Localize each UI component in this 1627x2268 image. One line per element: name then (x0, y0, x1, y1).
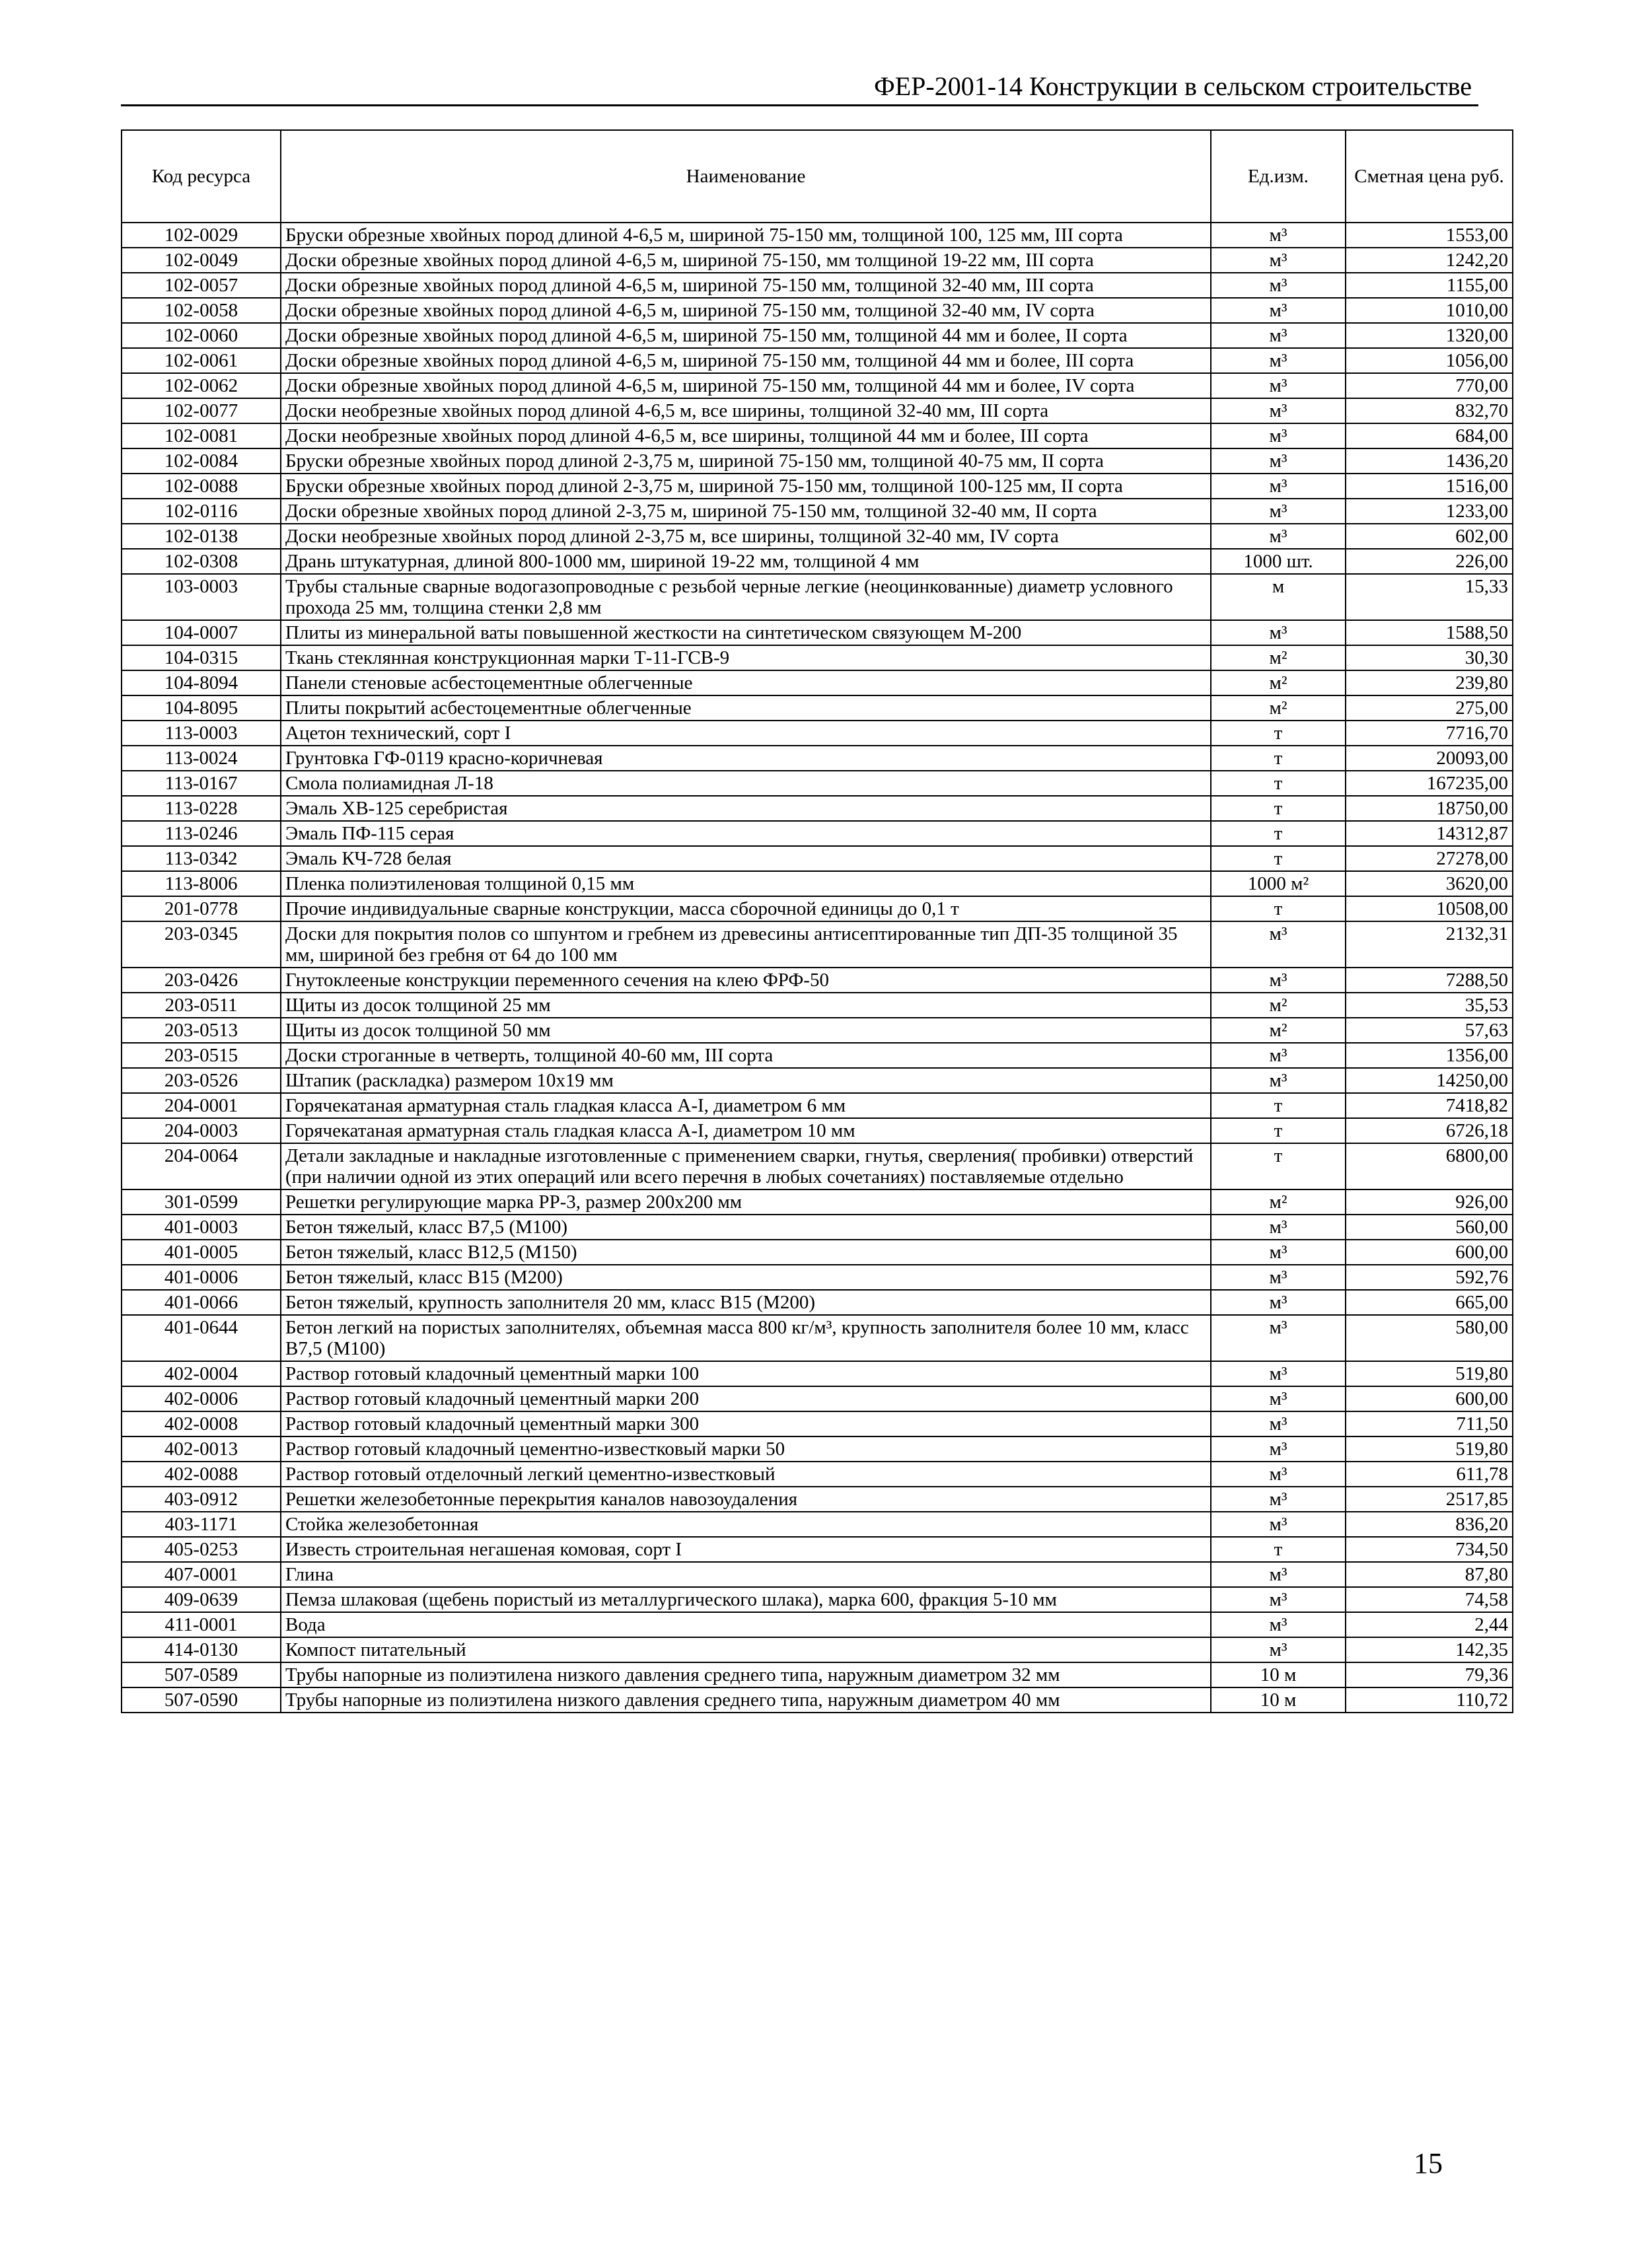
price-cell: 7288,50 (1346, 968, 1513, 993)
resource-name-cell: Доски необрезные хвойных пород длиной 4-6,5 м, все ширины, толщиной 44 мм и более, III сорта (281, 423, 1211, 448)
resource-name-cell: Доски необрезные хвойных пород длиной 4-6,5 м, все ширины, толщиной 32-40 мм, III сорта (281, 398, 1211, 423)
price-cell: 14250,00 (1346, 1068, 1513, 1093)
unit-cell: т (1211, 821, 1346, 846)
table-row (122, 1687, 1513, 1713)
column-header-price: Сметная цена руб. (1346, 130, 1513, 223)
price-cell: 519,80 (1346, 1361, 1513, 1386)
resource-code-cell: 402-0013 (122, 1436, 281, 1462)
document-title: ФЕР-2001-14 Конструкции в сельском строительстве (874, 71, 1472, 101)
resource-name-cell: Бруски обрезные хвойных пород длиной 2-3,75 м, шириной 75-150 мм, толщиной 40-75 мм, II сорта (281, 448, 1211, 474)
price-cell: 832,70 (1346, 398, 1513, 423)
unit-cell: м³ (1211, 1487, 1346, 1512)
unit-cell: 1000 м² (1211, 871, 1346, 896)
unit-cell: т (1211, 796, 1346, 821)
unit-cell: м³ (1211, 1068, 1346, 1093)
resource-code-cell: 204-0001 (122, 1093, 281, 1118)
unit-cell: м³ (1211, 1265, 1346, 1290)
unit-cell: м³ (1211, 373, 1346, 398)
resource-name-cell: Трубы напорные из полиэтилена низкого давления среднего типа, наружным диаметром 40 мм (281, 1687, 1211, 1713)
price-cell: 611,78 (1346, 1462, 1513, 1487)
resource-code-cell: 102-0077 (122, 398, 281, 423)
unit-cell: м³ (1211, 448, 1346, 474)
unit-cell: м³ (1211, 298, 1346, 323)
resource-name-cell: Доски обрезные хвойных пород длиной 4-6,5 м, шириной 75-150 мм, толщиной 44 мм и более, IV сорта (281, 373, 1211, 398)
unit-cell: м³ (1211, 1386, 1346, 1411)
table-row (122, 896, 1513, 921)
resource-name-cell: Щиты из досок толщиной 25 мм (281, 993, 1211, 1018)
unit-cell: м³ (1211, 1562, 1346, 1587)
resource-code-cell: 104-0315 (122, 645, 281, 670)
resource-name-cell: Пленка полиэтиленовая толщиной 0,15 мм (281, 871, 1211, 896)
resource-code-cell: 203-0515 (122, 1043, 281, 1068)
table-row (122, 645, 1513, 670)
unit-cell: м³ (1211, 499, 1346, 524)
unit-cell: м³ (1211, 323, 1346, 348)
resource-name-cell: Раствор готовый кладочный цементный марки 200 (281, 1386, 1211, 1411)
resource-code-cell: 507-0589 (122, 1662, 281, 1687)
resource-code-cell: 102-0138 (122, 524, 281, 549)
resource-code-cell: 409-0639 (122, 1587, 281, 1612)
price-cell: 15,33 (1346, 574, 1513, 620)
table-row (122, 1315, 1513, 1361)
unit-cell: т (1211, 1093, 1346, 1118)
unit-cell: т (1211, 846, 1346, 871)
resource-code-cell: 411-0001 (122, 1612, 281, 1637)
page-header (121, 70, 1478, 106)
price-cell: 1588,50 (1346, 620, 1513, 645)
unit-cell: т (1211, 746, 1346, 771)
unit-cell: 1000 шт. (1211, 549, 1346, 574)
price-cell: 87,80 (1346, 1562, 1513, 1587)
price-cell: 74,58 (1346, 1587, 1513, 1612)
price-cell: 770,00 (1346, 373, 1513, 398)
price-cell: 519,80 (1346, 1436, 1513, 1462)
price-cell: 35,53 (1346, 993, 1513, 1018)
price-cell: 1553,00 (1346, 223, 1513, 248)
price-cell: 7418,82 (1346, 1093, 1513, 1118)
table-row (122, 298, 1513, 323)
price-cell: 10508,00 (1346, 896, 1513, 921)
unit-cell: м³ (1211, 1215, 1346, 1240)
unit-cell: м³ (1211, 921, 1346, 968)
resource-code-cell: 103-0003 (122, 574, 281, 620)
table-row (122, 574, 1513, 620)
price-cell: 1010,00 (1346, 298, 1513, 323)
resource-name-cell: Бруски обрезные хвойных пород длиной 2-3,75 м, шириной 75-150 мм, толщиной 100-125 мм, II сорта (281, 474, 1211, 499)
resource-code-cell: 203-0513 (122, 1018, 281, 1043)
resource-name-cell: Доски обрезные хвойных пород длиной 2-3,75 м, шириной 75-150 мм, толщиной 32-40 мм, II сорта (281, 499, 1211, 524)
table-row (122, 1118, 1513, 1143)
resource-code-cell: 403-0912 (122, 1487, 281, 1512)
table-row (122, 348, 1513, 373)
table-row (122, 871, 1513, 896)
table-row (122, 1290, 1513, 1315)
resource-code-cell: 102-0029 (122, 223, 281, 248)
resource-name-cell: Прочие индивидуальные сварные конструкции, масса сборочной единицы до 0,1 т (281, 896, 1211, 921)
price-cell: 6726,18 (1346, 1118, 1513, 1143)
resource-code-cell: 203-0526 (122, 1068, 281, 1093)
unit-cell: м³ (1211, 1512, 1346, 1537)
table-row (122, 1068, 1513, 1093)
price-cell: 1320,00 (1346, 323, 1513, 348)
table-row (122, 670, 1513, 695)
table-row (122, 373, 1513, 398)
price-cell: 600,00 (1346, 1386, 1513, 1411)
resource-name-cell: Плиты из минеральной ваты повышенной жесткости на синтетическом связующем М-200 (281, 620, 1211, 645)
resource-code-cell: 113-0246 (122, 821, 281, 846)
resource-code-cell: 414-0130 (122, 1637, 281, 1662)
price-cell: 2132,31 (1346, 921, 1513, 968)
resource-name-cell: Доски обрезные хвойных пород длиной 4-6,5 м, шириной 75-150, мм толщиной 19-22 мм, III сорта (281, 248, 1211, 273)
table-row (122, 1265, 1513, 1290)
resource-name-cell: Смола полиамидная Л-18 (281, 771, 1211, 796)
resource-name-cell: Бетон тяжелый, класс В7,5 (М100) (281, 1215, 1211, 1240)
unit-cell: м³ (1211, 620, 1346, 645)
resource-name-cell: Дрань штукатурная, длиной 800-1000 мм, шириной 19-22 мм, толщиной 4 мм (281, 549, 1211, 574)
resource-code-cell: 102-0081 (122, 423, 281, 448)
table-row (122, 1637, 1513, 1662)
resource-code-cell: 201-0778 (122, 896, 281, 921)
price-cell: 602,00 (1346, 524, 1513, 549)
price-cell: 711,50 (1346, 1411, 1513, 1436)
resource-name-cell: Трубы напорные из полиэтилена низкого давления среднего типа, наружным диаметром 32 мм (281, 1662, 1211, 1687)
table-row (122, 993, 1513, 1018)
resource-name-cell: Плиты покрытий асбестоцементные облегченные (281, 695, 1211, 721)
resource-code-cell: 402-0008 (122, 1411, 281, 1436)
price-cell: 3620,00 (1346, 871, 1513, 896)
unit-cell: м² (1211, 695, 1346, 721)
resource-code-cell: 301-0599 (122, 1189, 281, 1215)
unit-cell: м³ (1211, 1612, 1346, 1637)
resource-name-cell: Гнутоклееные конструкции переменного сечения на клею ФРФ-50 (281, 968, 1211, 993)
unit-cell: м³ (1211, 1240, 1346, 1265)
resource-code-cell: 113-0167 (122, 771, 281, 796)
resource-code-cell: 102-0049 (122, 248, 281, 273)
price-cell: 7716,70 (1346, 721, 1513, 746)
price-cell: 734,50 (1346, 1537, 1513, 1562)
page-number: 15 (1414, 2147, 1443, 2179)
unit-cell: м³ (1211, 1587, 1346, 1612)
unit-cell: м³ (1211, 1637, 1346, 1662)
table-row (122, 968, 1513, 993)
table-row (122, 1018, 1513, 1043)
price-cell: 665,00 (1346, 1290, 1513, 1315)
table-row (122, 1361, 1513, 1386)
resource-code-cell: 401-0066 (122, 1290, 281, 1315)
resource-name-cell: Эмаль ПФ-115 серая (281, 821, 1211, 846)
resource-code-cell: 401-0003 (122, 1215, 281, 1240)
table-row (122, 746, 1513, 771)
resource-code-cell: 401-0644 (122, 1315, 281, 1361)
resource-price-table (121, 129, 1513, 1713)
resource-name-cell: Известь строительная негашеная комовая, сорт I (281, 1537, 1211, 1562)
resource-name-cell: Раствор готовый кладочный цементный марки 300 (281, 1411, 1211, 1436)
table-row (122, 1411, 1513, 1436)
table-row (122, 223, 1513, 248)
unit-cell: м³ (1211, 1462, 1346, 1487)
resource-name-cell: Эмаль ХВ-125 серебристая (281, 796, 1211, 821)
unit-cell: м³ (1211, 1436, 1346, 1462)
resource-name-cell: Доски обрезные хвойных пород длиной 4-6,5 м, шириной 75-150 мм, толщиной 44 мм и более, II сорта (281, 323, 1211, 348)
column-header-unit: Ед.изм. (1211, 130, 1346, 223)
unit-cell: м² (1211, 1189, 1346, 1215)
resource-name-cell: Ацетон технический, сорт I (281, 721, 1211, 746)
price-cell: 142,35 (1346, 1637, 1513, 1662)
table-row (122, 1093, 1513, 1118)
resource-name-cell: Щиты из досок толщиной 50 мм (281, 1018, 1211, 1043)
price-cell: 30,30 (1346, 645, 1513, 670)
unit-cell: м³ (1211, 1411, 1346, 1436)
price-cell: 1356,00 (1346, 1043, 1513, 1068)
table-row (122, 796, 1513, 821)
table-row (122, 1240, 1513, 1265)
price-cell: 57,63 (1346, 1018, 1513, 1043)
resource-code-cell: 113-0024 (122, 746, 281, 771)
resource-name-cell: Ткань стеклянная конструкционная марки Т-11-ГСВ-9 (281, 645, 1211, 670)
table-row (122, 1562, 1513, 1587)
resource-code-cell: 113-8006 (122, 871, 281, 896)
resource-name-cell: Раствор готовый отделочный легкий цементно-известковый (281, 1462, 1211, 1487)
price-cell: 684,00 (1346, 423, 1513, 448)
resource-name-cell: Раствор готовый кладочный цементный марки 100 (281, 1361, 1211, 1386)
resource-code-cell: 401-0006 (122, 1265, 281, 1290)
table-row (122, 695, 1513, 721)
unit-cell: м² (1211, 670, 1346, 695)
resource-name-cell: Бетон тяжелый, крупность заполнителя 20 мм, класс В15 (М200) (281, 1290, 1211, 1315)
resource-code-cell: 403-1171 (122, 1512, 281, 1537)
unit-cell: 10 м (1211, 1662, 1346, 1687)
unit-cell: м³ (1211, 1043, 1346, 1068)
resource-name-cell: Раствор готовый кладочный цементно-известковый марки 50 (281, 1436, 1211, 1462)
resource-name-cell: Доски для покрытия полов со шпунтом и гребнем из древесины антисептированные тип ДП-35 толщиной 35 мм, шириной без гребня от 64 до 100 мм (281, 921, 1211, 968)
price-cell: 580,00 (1346, 1315, 1513, 1361)
table-row (122, 1537, 1513, 1562)
table-row (122, 1189, 1513, 1215)
resource-code-cell: 507-0590 (122, 1687, 281, 1713)
unit-cell: м³ (1211, 474, 1346, 499)
unit-cell: м² (1211, 993, 1346, 1018)
price-cell: 14312,87 (1346, 821, 1513, 846)
unit-cell: м² (1211, 1018, 1346, 1043)
table-row (122, 323, 1513, 348)
price-cell: 79,36 (1346, 1662, 1513, 1687)
resource-code-cell: 102-0308 (122, 549, 281, 574)
table-row (122, 499, 1513, 524)
resource-name-cell: Глина (281, 1562, 1211, 1587)
price-cell: 1233,00 (1346, 499, 1513, 524)
unit-cell: м³ (1211, 223, 1346, 248)
table-row (122, 398, 1513, 423)
resource-code-cell: 113-0003 (122, 721, 281, 746)
table-row (122, 1043, 1513, 1068)
resource-name-cell: Доски обрезные хвойных пород длиной 4-6,5 м, шириной 75-150 мм, толщиной 32-40 мм, IV сорта (281, 298, 1211, 323)
resource-code-cell: 203-0426 (122, 968, 281, 993)
table-row (122, 721, 1513, 746)
price-cell: 110,72 (1346, 1687, 1513, 1713)
price-cell: 6800,00 (1346, 1143, 1513, 1189)
resource-name-cell: Бруски обрезные хвойных пород длиной 4-6,5 м, шириной 75-150 мм, толщиной 100, 125 мм, III сорта (281, 223, 1211, 248)
resource-code-cell: 104-0007 (122, 620, 281, 645)
resource-code-cell: 113-0342 (122, 846, 281, 871)
table-row (122, 1587, 1513, 1612)
unit-cell: т (1211, 771, 1346, 796)
resource-code-cell: 104-8095 (122, 695, 281, 721)
resource-code-cell: 102-0062 (122, 373, 281, 398)
price-cell: 20093,00 (1346, 746, 1513, 771)
resource-code-cell: 407-0001 (122, 1562, 281, 1587)
resource-name-cell: Доски обрезные хвойных пород длиной 4-6,5 м, шириной 75-150 мм, толщиной 44 мм и более, III сорта (281, 348, 1211, 373)
resource-name-cell: Бетон легкий на пористых заполнителях, объемная масса 800 кг/м³, крупность заполнителя более 10 мм, класс В7,5 (М100) (281, 1315, 1211, 1361)
resource-name-cell: Решетки регулирующие марка РР-3, размер 200х200 мм (281, 1189, 1211, 1215)
table-row (122, 821, 1513, 846)
resource-name-cell: Горячекатаная арматурная сталь гладкая класса А-I, диаметром 6 мм (281, 1093, 1211, 1118)
unit-cell: м³ (1211, 398, 1346, 423)
unit-cell: т (1211, 1537, 1346, 1562)
unit-cell: м² (1211, 645, 1346, 670)
resource-code-cell: 204-0064 (122, 1143, 281, 1189)
table-row (122, 1386, 1513, 1411)
table-row (122, 423, 1513, 448)
price-cell: 1242,20 (1346, 248, 1513, 273)
price-cell: 836,20 (1346, 1512, 1513, 1537)
price-cell: 1516,00 (1346, 474, 1513, 499)
unit-cell: м³ (1211, 248, 1346, 273)
table-row (122, 474, 1513, 499)
unit-cell: м³ (1211, 968, 1346, 993)
unit-cell: т (1211, 896, 1346, 921)
price-cell: 1155,00 (1346, 273, 1513, 298)
resource-code-cell: 102-0057 (122, 273, 281, 298)
price-cell: 926,00 (1346, 1189, 1513, 1215)
unit-cell: т (1211, 1143, 1346, 1189)
resource-name-cell: Детали закладные и накладные изготовленные с применением сварки, гнутья, сверления( пробивки) отверстий (при наличии одной из этих операций или всего перечня в любых сочетаниях) поставляемые отдельно (281, 1143, 1211, 1189)
resource-name-cell: Решетки железобетонные перекрытия каналов навозоудаления (281, 1487, 1211, 1512)
table-row (122, 448, 1513, 474)
table-row (122, 1143, 1513, 1189)
resource-name-cell: Компост питательный (281, 1637, 1211, 1662)
unit-cell: 10 м (1211, 1687, 1346, 1713)
table-row (122, 1612, 1513, 1637)
table-row (122, 1487, 1513, 1512)
resource-code-cell: 402-0004 (122, 1361, 281, 1386)
resource-code-cell: 102-0061 (122, 348, 281, 373)
price-cell: 18750,00 (1346, 796, 1513, 821)
unit-cell: т (1211, 721, 1346, 746)
price-cell: 592,76 (1346, 1265, 1513, 1290)
resource-code-cell: 102-0088 (122, 474, 281, 499)
unit-cell: м³ (1211, 1290, 1346, 1315)
resource-code-cell: 113-0228 (122, 796, 281, 821)
table-row (122, 524, 1513, 549)
resource-name-cell: Пемза шлаковая (щебень пористый из металлургического шлака), марка 600, фракция 5-10 мм (281, 1587, 1211, 1612)
table-row (122, 273, 1513, 298)
resource-code-cell: 203-0345 (122, 921, 281, 968)
column-header-code: Код ресурса (122, 130, 281, 223)
unit-cell: м³ (1211, 348, 1346, 373)
table-row (122, 1462, 1513, 1487)
resource-name-cell: Бетон тяжелый, класс В15 (М200) (281, 1265, 1211, 1290)
resource-code-cell: 102-0084 (122, 448, 281, 474)
table-row (122, 1662, 1513, 1687)
resource-name-cell: Панели стеновые асбестоцементные облегченные (281, 670, 1211, 695)
price-cell: 167235,00 (1346, 771, 1513, 796)
resource-name-cell: Грунтовка ГФ-0119 красно-коричневая (281, 746, 1211, 771)
table-row (122, 921, 1513, 968)
resource-code-cell: 401-0005 (122, 1240, 281, 1265)
resource-name-cell: Штапик (раскладка) размером 10х19 мм (281, 1068, 1211, 1093)
resource-code-cell: 102-0116 (122, 499, 281, 524)
unit-cell: м³ (1211, 273, 1346, 298)
price-cell: 600,00 (1346, 1240, 1513, 1265)
resource-code-cell: 402-0006 (122, 1386, 281, 1411)
resource-code-cell: 402-0088 (122, 1462, 281, 1487)
price-cell: 2,44 (1346, 1612, 1513, 1637)
resource-code-cell: 204-0003 (122, 1118, 281, 1143)
table-row (122, 846, 1513, 871)
price-cell: 560,00 (1346, 1215, 1513, 1240)
resource-name-cell: Трубы стальные сварные водогазопроводные с резьбой черные легкие (неоцинкованные) диаметр условного прохода 25 мм, толщина стенки 2,8 мм (281, 574, 1211, 620)
resource-code-cell: 102-0058 (122, 298, 281, 323)
table-row (122, 1512, 1513, 1537)
resource-name-cell: Стойка железобетонная (281, 1512, 1211, 1537)
resource-code-cell: 102-0060 (122, 323, 281, 348)
price-cell: 2517,85 (1346, 1487, 1513, 1512)
unit-cell: м (1211, 574, 1346, 620)
price-cell: 226,00 (1346, 549, 1513, 574)
resource-name-cell: Бетон тяжелый, класс В12,5 (М150) (281, 1240, 1211, 1265)
unit-cell: м³ (1211, 1315, 1346, 1361)
resource-code-cell: 405-0253 (122, 1537, 281, 1562)
resource-name-cell: Доски строганные в четверть, толщиной 40-60 мм, III сорта (281, 1043, 1211, 1068)
price-cell: 1056,00 (1346, 348, 1513, 373)
unit-cell: т (1211, 1118, 1346, 1143)
table-row (122, 549, 1513, 574)
price-cell: 275,00 (1346, 695, 1513, 721)
price-cell: 1436,20 (1346, 448, 1513, 474)
unit-cell: м³ (1211, 524, 1346, 549)
table-row (122, 1215, 1513, 1240)
table-row (122, 771, 1513, 796)
price-cell: 27278,00 (1346, 846, 1513, 871)
resource-name-cell: Вода (281, 1612, 1211, 1637)
price-cell: 239,80 (1346, 670, 1513, 695)
resource-code-cell: 104-8094 (122, 670, 281, 695)
resource-code-cell: 203-0511 (122, 993, 281, 1018)
resource-name-cell: Доски обрезные хвойных пород длиной 4-6,5 м, шириной 75-150 мм, толщиной 32-40 мм, III сорта (281, 273, 1211, 298)
table-row (122, 248, 1513, 273)
table-header-row (122, 130, 1513, 223)
table-row (122, 1436, 1513, 1462)
resource-name-cell: Горячекатаная арматурная сталь гладкая класса А-I, диаметром 10 мм (281, 1118, 1211, 1143)
unit-cell: м³ (1211, 423, 1346, 448)
resource-name-cell: Доски необрезные хвойных пород длиной 2-3,75 м, все ширины, толщиной 32-40 мм, IV сорта (281, 524, 1211, 549)
table-row (122, 620, 1513, 645)
unit-cell: м³ (1211, 1361, 1346, 1386)
resource-name-cell: Эмаль КЧ-728 белая (281, 846, 1211, 871)
column-header-name: Наименование (281, 130, 1211, 223)
